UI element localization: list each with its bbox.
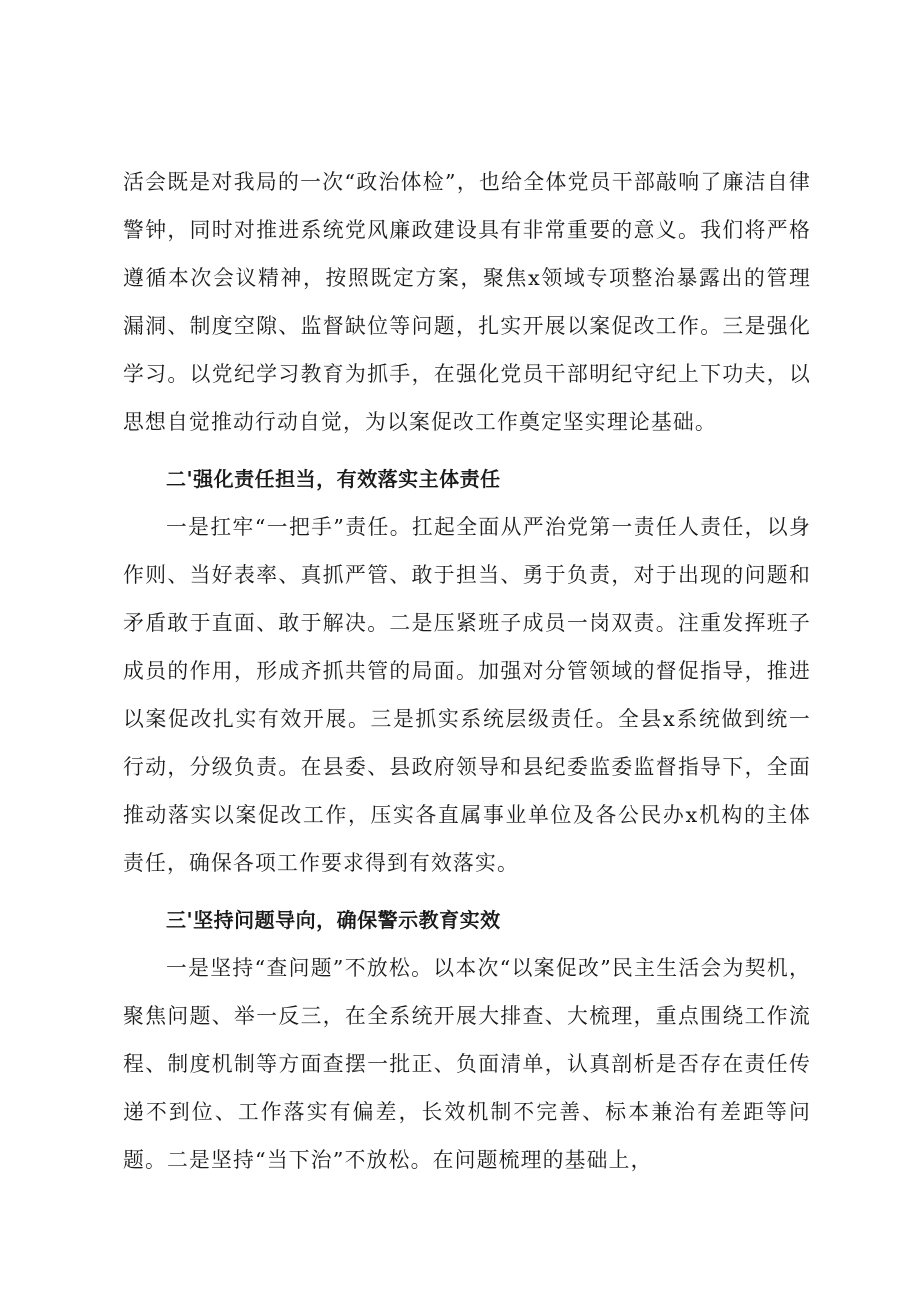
body-paragraph-1: 活会既是对我局的一次“政治体检”，也给全体党员干部敲响了廉洁自律警钟，同时对推进系统党风廉政建设具有非常重要的意义。我们将严格遵循本次会议精神，按照既定方案，聚焦x领域专项整治暴露出的管理漏洞、制度空隙、监督缺位等问题，扎实开展以案促改工作。三是强化学习。以党纪学习教育为抓手，在强化党员干部明纪守纪上下功夫，以思想自觉推动行动自觉，为以案促改工作奠定坚实理论基础。 (123, 170, 811, 434)
section-heading-2: 二'强化责任担当，有效落实主体责任 (166, 467, 501, 491)
section-heading-3: 三'坚持问题导向，确保警示教育实效 (166, 908, 501, 932)
body-paragraph-2: 一是扛牢“一把手”责任。扛起全面从严治党第一责任人责任，以身作则、当好表率、真抓严管、敢于担当、勇于负责，对于出现的问题和矛盾敢于直面、敢于解决。二是压紧班子成员一岗双责。注重发挥班子成员的作用，形成齐抓共管的局面。加强对分管领域的督促指导，推进以案促改扎实有效开展。三是抓实系统层级责任。全县x系统做到统一行动，分级负责。在县委、县政府领导和县纪委监委监督指导下，全面推动落实以案促改工作，压实各直属事业单位及各公民办x机构的主体责任，确保各项工作要求得到有效落实。 (123, 515, 811, 875)
body-paragraph-3: 一是坚持“查问题”不放松。以本次“以案促改”民主生活会为契机，聚焦问题、举一反三，在全系统开展大排查、大梳理，重点围绕工作流程、制度机制等方面查摆一批正、负面清单，认真剖析是否存在责任传递不到位、工作落实有偏差，长效机制不完善、标本兼治有差距等问题。二是坚持“当下治”不放松。在问题梳理的基础上， (123, 956, 811, 1172)
document-body (123, 158, 811, 1184)
